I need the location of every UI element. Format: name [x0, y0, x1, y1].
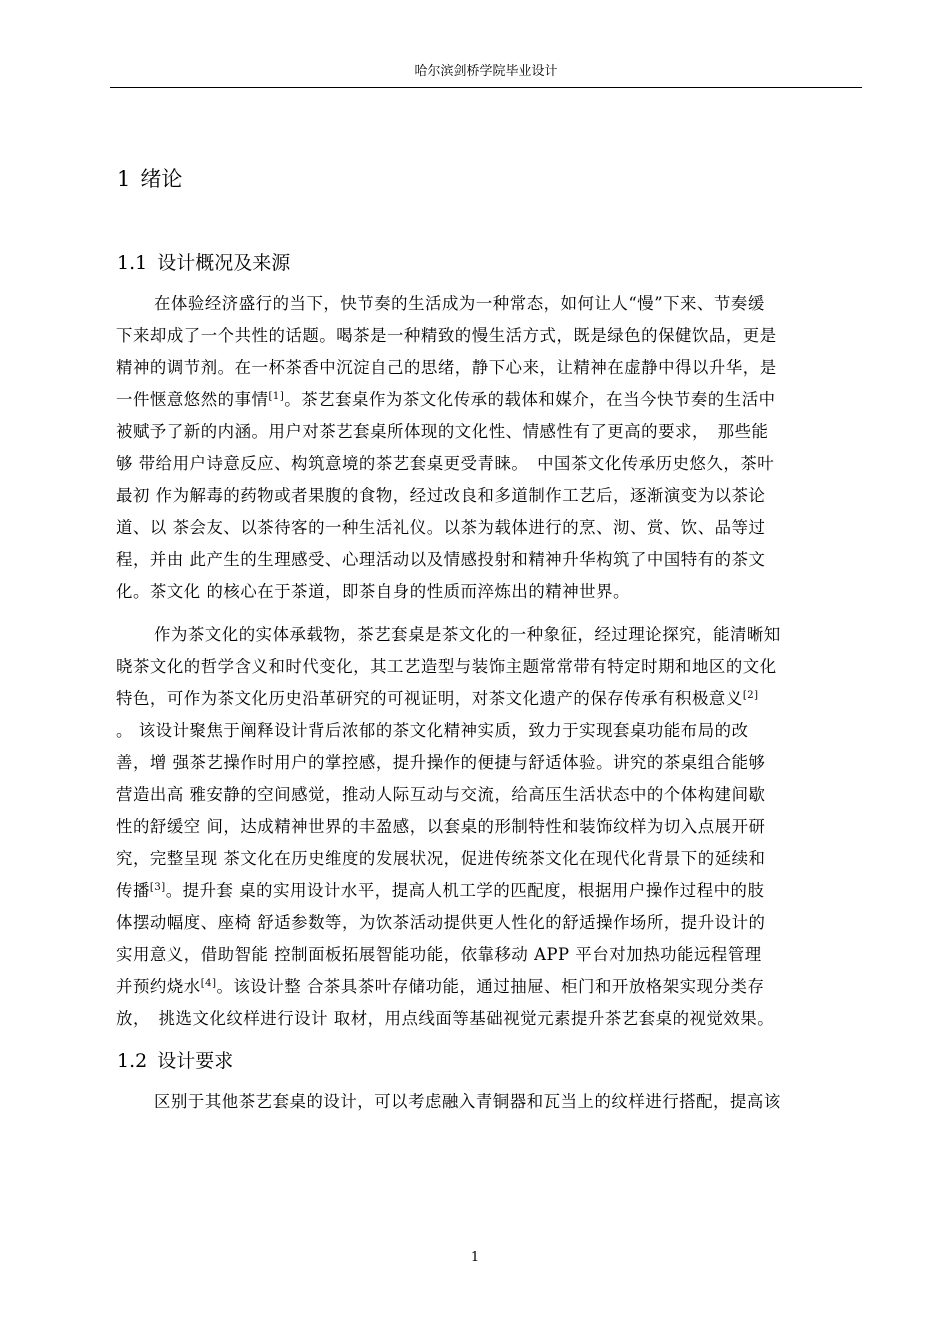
section-heading-1-2 [117, 1047, 233, 1075]
body-line [116, 875, 764, 907]
body-text: 。茶艺套桌作为茶文化传承的载体和媒介，在当今快节奏的生活中 [284, 390, 776, 409]
section-heading-1-1 [117, 249, 290, 277]
body-line: 体摆动幅度、座椅 舒适参数等，为饮茶活动提供更人性化的舒适操作场所，提升设计的 [116, 913, 766, 932]
body-line: 作为茶文化的实体承载物，茶艺套桌是茶文化的一种象征，经过理论探究，能清晰知 [154, 625, 781, 644]
body-text: 一件惬意悠然的事情 [116, 390, 269, 409]
page-number: 1 [470, 1250, 480, 1265]
body-line: 精神的调节剂。在一杯茶香中沉淀自己的思绪，静下心来，让精神在虚静中得以升华，是 [116, 358, 777, 377]
body-text: 。提升套 桌的实用设计水平，提高人机工学的匹配度，根据用户操作过程中的肢 [165, 881, 765, 900]
body-line: 最初 作为解毒的药物或者果腹的食物，经过改良和多道制作工艺后，逐渐演变为以茶论 [116, 486, 766, 505]
body-line [116, 384, 776, 416]
header-divider [110, 87, 862, 88]
citation-ref[interactable]: [1] [268, 391, 285, 402]
chapter-heading [117, 164, 182, 194]
body-text: 。该设计整 合茶具茶叶存储功能，通过抽屉、柜门和开放格架实现分类存 [216, 977, 765, 996]
body-line: 性的舒缓空 间，达成精神世界的丰盈感，以套桌的形制特性和装饰纹样为切入点展开研 [116, 817, 766, 836]
citation-ref[interactable]: [3] [149, 882, 166, 893]
body-line: 区别于其他茶艺套桌的设计，可以考虑融入青铜器和瓦当上的纹样进行搭配，提高该 [154, 1092, 781, 1111]
body-line [116, 683, 759, 715]
body-text: 并预约烧水 [116, 977, 201, 996]
chapter-number: 1 [117, 167, 131, 191]
body-line: 。 该设计聚焦于阐释设计背后浓郁的茶文化精神实质，致力于实现套桌功能布局的改 [116, 721, 749, 740]
body-line: 放， 挑选文化纹样进行设计 取材，用点线面等基础视觉元素提升茶艺套桌的视觉效果。 [116, 1009, 775, 1028]
body-line: 在体验经济盛行的当下，快节奏的生活成为一种常态，如何让人“慢”下来、节奏缓 [154, 294, 765, 313]
section-title: 设计概况及来源 [157, 252, 291, 274]
citation-ref[interactable]: [4] [200, 978, 217, 989]
body-text: 传播 [116, 881, 150, 900]
section-number: 1.1 [117, 252, 148, 274]
body-line: 营造出高 雅安静的空间感觉，推动人际互动与交流，给高压生活状态中的个体构建间歇 [116, 785, 766, 804]
body-text: 特色，可作为茶文化历史沿革研究的可视证明，对茶文化遗产的保存传承有积极意义 [116, 689, 743, 708]
body-line: 究，完整呈现 茶文化在历史维度的发展状况，促进传统茶文化在现代化背景下的延续和 [116, 849, 766, 868]
body-line: 实用意义，借助智能 控制面板拓展智能功能，依靠移动 APP 平台对加热功能远程管理 [116, 945, 762, 964]
section-number: 1.2 [117, 1050, 148, 1072]
body-line: 化。茶文化 的核心在于茶道，即茶自身的性质而淬炼出的精神世界。 [116, 582, 630, 601]
body-line [116, 971, 764, 1003]
body-line: 够 带给用户诗意反应、构筑意境的茶艺套桌更受青睐。 中国茶文化传承历史悠久，茶叶 [116, 454, 775, 473]
citation-ref[interactable]: [2] [742, 690, 759, 701]
body-line: 晓茶文化的哲学含义和时代变化，其工艺造型与装饰主题常常带有特定时期和地区的文化 [116, 657, 777, 676]
body-line: 被赋予了新的内涵。用户对茶艺套桌所体现的文化性、情感性有了更高的要求， 那些能 [116, 422, 769, 441]
body-line: 程，并由 此产生的生理感受、心理活动以及情感投射和精神升华构筑了中国特有的茶文 [116, 550, 766, 569]
chapter-title: 绪论 [140, 167, 183, 191]
body-line: 善，增 强茶艺操作时用户的掌控感，提升操作的便捷与舒适体验。讲究的茶桌组合能够 [116, 753, 766, 772]
running-header: 哈尔滨剑桥学院毕业设计 [414, 64, 558, 79]
section-title: 设计要求 [157, 1050, 234, 1072]
body-line: 道、以 茶会友、以茶待客的一种生活礼仪。以茶为载体进行的烹、沏、赏、饮、品等过 [116, 518, 766, 537]
body-line: 下来却成了一个共性的话题。喝茶是一种精致的慢生活方式，既是绿色的保健饮品，更是 [116, 326, 777, 345]
